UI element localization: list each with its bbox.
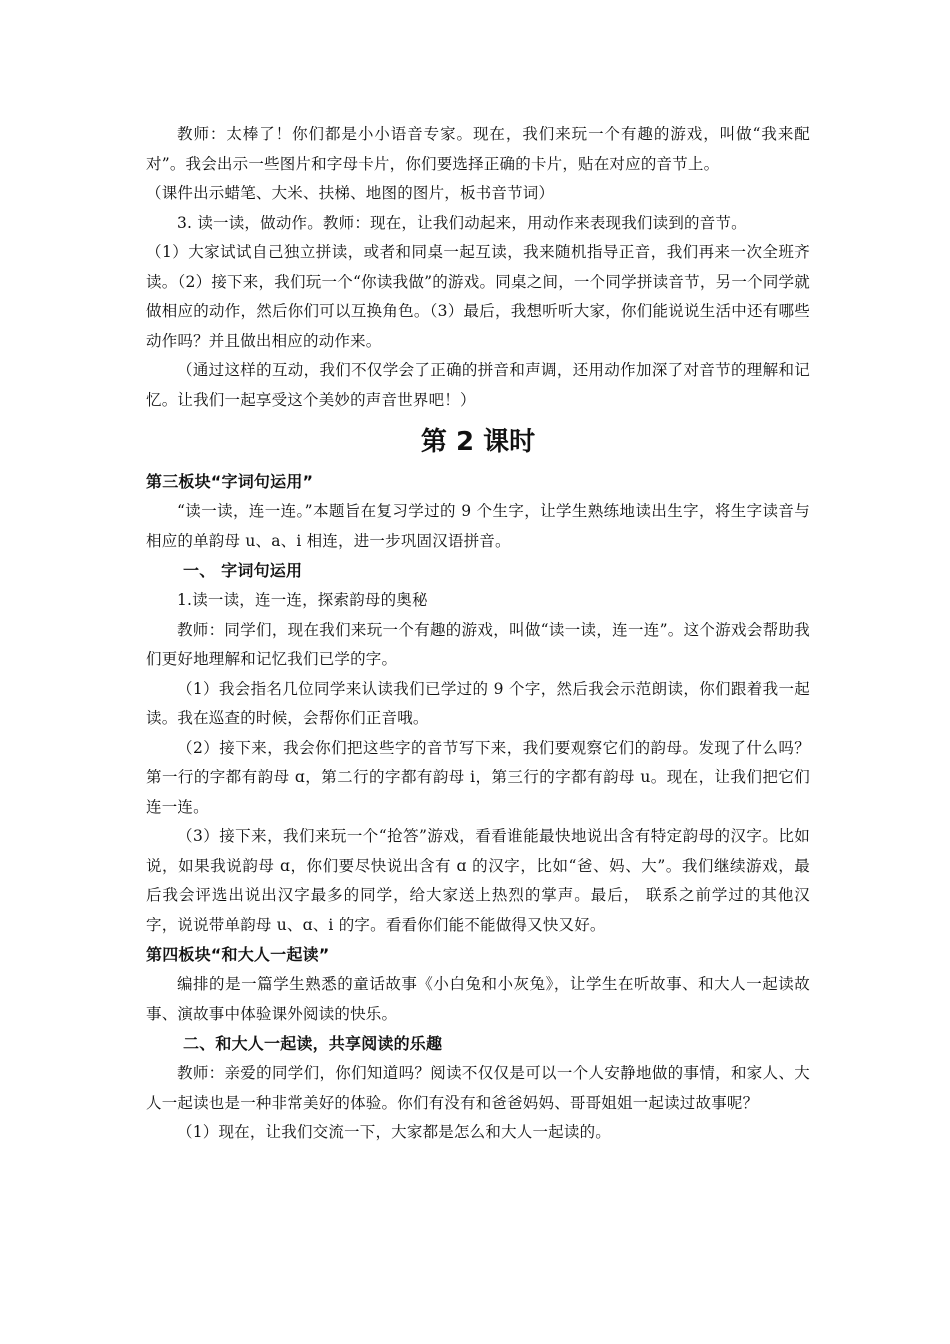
paragraph-activity-steps: （1）大家试试自己独立拼读，或者和同桌一起互读，我来随机指导正音，我们再来一次全班齐读。（2）接下来，我们玩一个“你读我做”的游戏。同桌之间，一个同学拼读音节，另一个同学就做相应的动作，然后你们可以互换角色。（3）最后，我想听听大家，你们能说说生活中还有哪些动作吗？并且做出相应的动作来。: [146, 243, 810, 350]
section3-step1: （1）我会指名几位同学来认读我们已学过的 9 个字，然后我会示范朗读，你们跟着我一起读。我在巡查的时候，会帮你们正音哦。: [146, 679, 810, 727]
section4-sub-heading: 二、和大人一起读，共享阅读的乐趣: [183, 1034, 443, 1053]
document-page: [146, 120, 810, 1148]
section3-item1: 1.读一读，连一连，探索韵母的奥秘: [177, 591, 428, 609]
section3-teacher: 教师：同学们，现在我们来玩一个有趣的游戏，叫做“读一读，连一连”。这个游戏会帮助我们更好地理解和记忆我们已学的字。: [146, 620, 810, 668]
section4-heading: 第四板块“和大人一起读”: [146, 945, 330, 964]
section4-intro: 编排的是一篇学生熟悉的童话故事《小白兔和小灰兔》，让学生在听故事、和大人一起读故事、演故事中体验课外阅读的快乐。: [146, 975, 810, 1023]
lesson-title: 第 2 课时: [420, 427, 536, 457]
section3-sub-heading: 一、 字词句运用: [183, 561, 303, 580]
paragraph-summary: （通过这样的互动，我们不仅学会了正确的拼音和声调，还用动作加深了对音节的理解和记忆。让我们一起享受这个美妙的声音世界吧！）: [146, 361, 810, 409]
paragraph-read-and-act: 3. 读一读，做动作。教师：现在，让我们动起来，用动作来表现我们读到的音节。: [177, 213, 747, 232]
section3-intro: “读一读，连一连。”本题旨在复习学过的 9 个生字，让学生熟练地读出生字，将生字读音与相应的单韵母 u、a、i 相连，进一步巩固汉语拼音。: [146, 502, 810, 550]
section3-step3: （3）接下来，我们来玩一个“抢答”游戏，看看谁能最快地说出含有特定韵母的汉字。比如说，如果我说韵母 ɑ，你们要尽快说出含有 ɑ 的汉字，比如“爸、妈、大”。我们继续游戏，最后我会评选出说出汉字最多的同学，给大家送上热烈的掌声。最后， 联系之前学过的其他汉字，说说带单韵母 u、ɑ、i 的字。看看你们能不能做得又快又好。: [146, 827, 810, 934]
section3-step2: （2）接下来，我会你们把这些字的音节写下来，我们要观察它们的韵母。发现了什么吗？第一行的字都有韵母 ɑ，第二行的字都有韵母 i，第三行的字都有韵母 u。现在，让我们把它们连一连。: [146, 738, 810, 816]
section4-step1: （1）现在，让我们交流一下，大家都是怎么和大人一起读的。: [177, 1123, 611, 1141]
paragraph-teacher-matching-game: 教师：太棒了！你们都是小小语音专家。现在，我们来玩一个有趣的游戏，叫做“我来配对”。我会出示一些图片和字母卡片，你们要选择正确的卡片，贴在对应的音节上。: [146, 125, 810, 173]
section3-heading: 第三板块“字词句运用”: [146, 472, 314, 491]
paragraph-courseware-note: （课件出示蜡笔、大米、扶梯、地图的图片，板书音节词）: [146, 184, 555, 202]
section4-teacher: 教师：亲爱的同学们，你们知道吗？阅读不仅仅是可以一个人安静地做的事情，和家人、大人一起读也是一种非常美好的体验。你们有没有和爸爸妈妈、哥哥姐姐一起读过故事呢？: [146, 1064, 810, 1112]
